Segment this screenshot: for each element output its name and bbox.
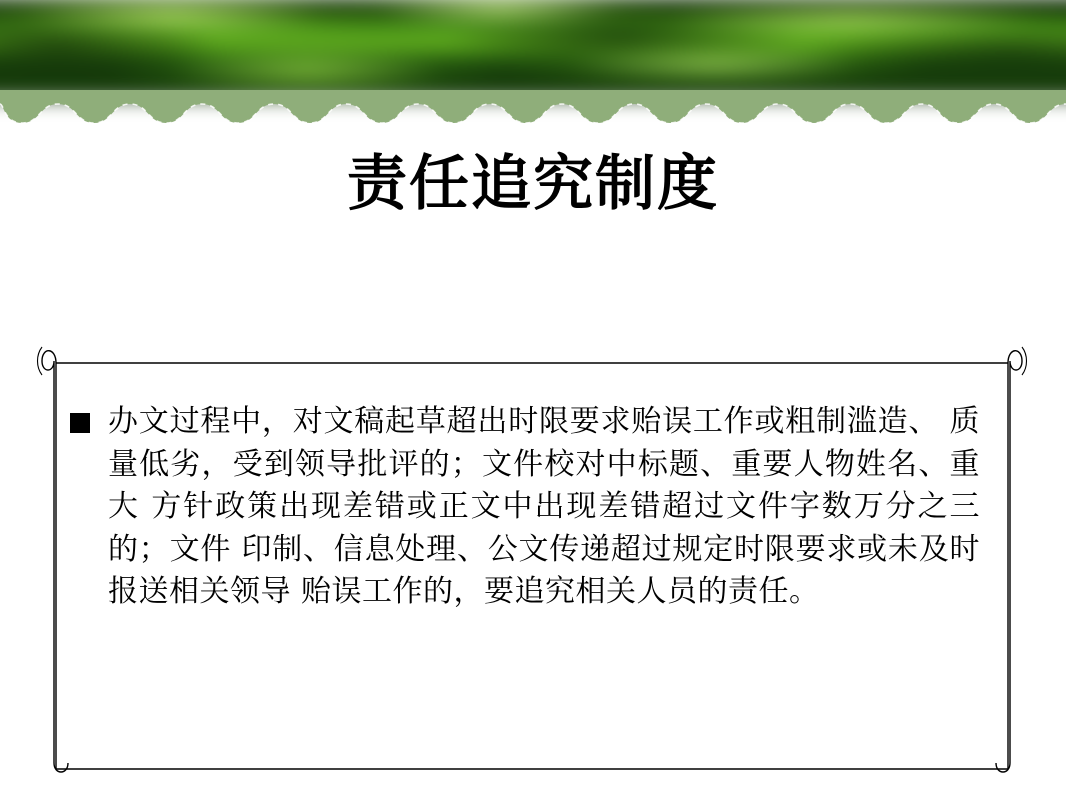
- square-bullet-icon: [70, 413, 90, 433]
- list-item: [70, 401, 980, 614]
- green-wave-banner-icon: [0, 0, 1066, 99]
- content-frame: [34, 333, 1030, 777]
- page-title: 责任追究制度: [347, 149, 719, 219]
- scallop-edge-icon: [0, 90, 1066, 123]
- decorative-banner: [0, 0, 1066, 123]
- bullet-text: 办文过程中，对文稿起草超出时限要求贻误工作或粗制滥造、 质量低劣，受到领导批评的；文件校对中标题、重要人物姓名、重大 方针政策出现差错或正文中出现差错超过文件字数万分之三的；文件 印制、信息处理、公文传递超过规定时限要求或未及时报送相关领导 贻误工作的，要追究相关人员的责任。: [108, 404, 980, 610]
